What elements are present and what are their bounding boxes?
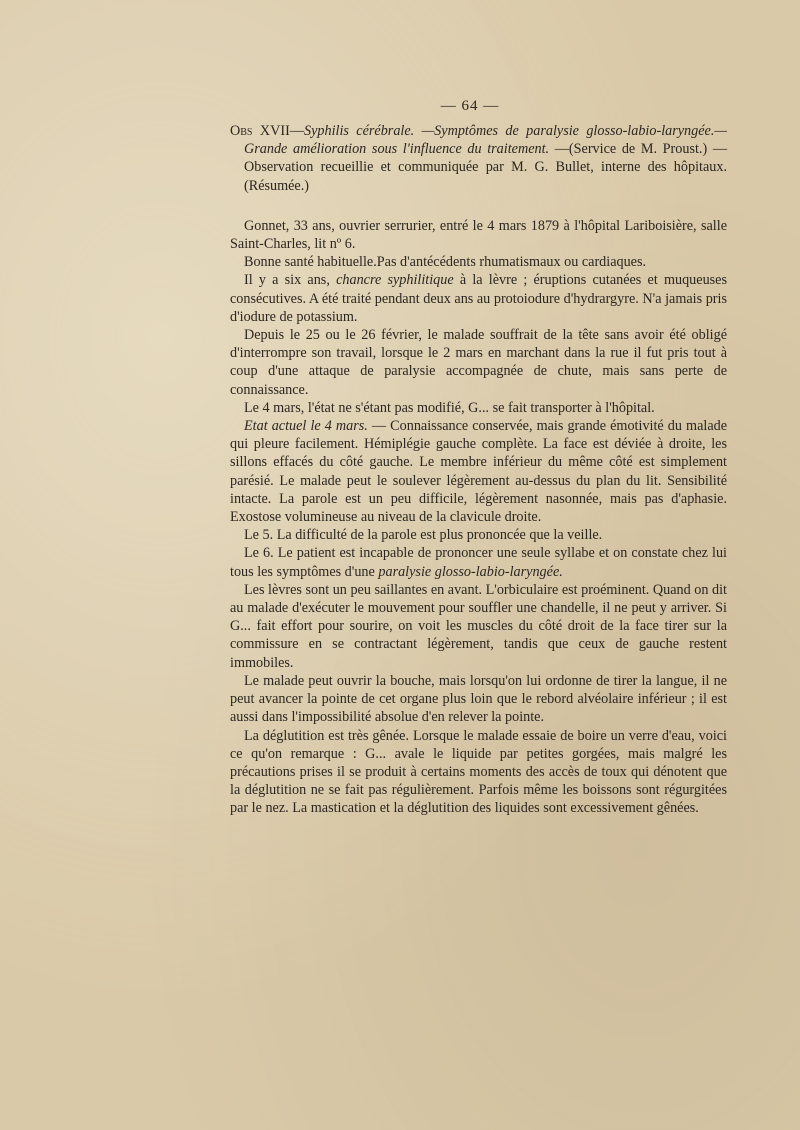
- page-number: — 64 —: [440, 98, 500, 114]
- paragraph-p2: [230, 253, 727, 271]
- observation-heading: [230, 122, 727, 195]
- italic-text: paralysie glosso-labio-laryngée.: [378, 563, 563, 580]
- paragraph-p1: [230, 217, 727, 253]
- paragraph-text: Il y a six ans,: [244, 272, 337, 289]
- paragraph-p11: [230, 727, 727, 818]
- paragraph-text: Le 5. La difficulté de la parole est plus prononcée que la veille.: [244, 527, 603, 544]
- italic-text: chancre syphilitique: [336, 272, 454, 289]
- paragraph-text: La déglutition est très gênée. Lorsque le malade essaie de boire un verre d'eau, voici ce qu'on remarque : G... avale le liquide par petites gorgées, mais malgré les précautions prises il se produit à certains moments des accès de toux qui dénotent que la déglutition ne se fait pas régulièrement. Parfois même les boissons sont régurgitées par le nez. La mastication et la déglutition des liquides sont excessivement gênées.: [230, 727, 727, 817]
- paragraph-text: Bonne santé habituelle.Pas d'antécédents rhumatismaux ou cardiaques.: [244, 254, 647, 271]
- paragraph-text: Depuis le 25 ou le 26 février, le malade souffrait de la tête sans avoir été obligé d'interrompre son travail, lorsque le 2 mars en marchant dans la rue il fut pris tout à coup d'une attaque de paralysie accompagnée de chute, mais sans perte de connaissance.: [230, 327, 727, 398]
- paragraphs: [230, 217, 727, 818]
- paragraph-text: à la lèvre ; éruptions cutanées et muqueuses consécutives. A été traité pendant deux ans au protoiodure d'hydrargyre. N'a jamais pris d'iodure de potassium.: [230, 272, 728, 325]
- heading-source: —(Service de M. Proust.) — Observation recueillie et communiquée par M. G. Bullet, interne des hôpitaux. (Résumée.): [244, 141, 728, 194]
- paragraph-p10: [230, 672, 727, 727]
- obs-number: XVII: [259, 123, 290, 139]
- paragraph-p7: [230, 526, 727, 544]
- observation-text: [230, 122, 727, 818]
- heading-dash: —: [289, 123, 304, 139]
- paragraph-p5: [230, 399, 727, 417]
- paragraph-p6: [230, 417, 727, 526]
- paragraph-text: Gonnet, 33 ans, ouvrier serrurier, entré le 4 mars 1879 à l'hôpital Lariboisière, salle Saint-Charles, lit nº 6.: [230, 217, 727, 253]
- paragraph-text: Le 6. Le patient est incapable de prononcer une seule syllabe et on constate chez lui tous les symptômes d'une: [230, 545, 727, 580]
- paragraph-p8: [230, 544, 727, 580]
- paragraph-text: Les lèvres sont un peu saillantes en avant. L'orbiculaire est proéminent. Quand on dit au malade d'exécuter le mouvement pour souffler une chandelle, il ne peut y arriver. Si G... fait effort pour sourire, on voit les muscles du côté droit de la face tirer sur la commissure en se contractant légèrement, tandis que ceux de gauche restent immobiles.: [230, 581, 727, 671]
- italic-text: Etat actuel le 4 mars.: [244, 418, 368, 435]
- paragraph-p9: [230, 581, 727, 672]
- paragraph-text: Le malade peut ouvrir la bouche, mais lorsqu'on lui ordonne de tirer la langue, il ne peut avancer la pointe de cet organe plus loin que le rebord alvéolaire inférieur ; il est aussi dans l'impossibilité absolue d'en relever la pointe.: [230, 672, 727, 726]
- paragraph-p3: [230, 271, 727, 326]
- paragraph-p4: [230, 326, 727, 399]
- paragraph-text: Le 4 mars, l'état ne s'étant pas modifié, G... se fait transporter à l'hôpital.: [244, 399, 655, 416]
- obs-label: Obs: [230, 123, 253, 139]
- paragraph-text: — Connaissance conservée, mais grande émotivité du malade qui pleure facilement. Hémiplégie gauche complète. La face est déviée à droite, les sillons effacés du côté gauche. Le membre inférieur du même côté est simplement parésié. Le malade peut le soulever légèrement au-dessus du plan du lit. Sensibilité intacte. La parole est un peu difficile, légèrement nasonnée, mais pas d'aphasie. Exostose volumineuse au niveau de la clavicule droite.: [230, 418, 728, 526]
- heading-title: Syphilis cérébrale. —Symptômes de paralysie glosso-labio-laryngée.—Grande amélioration sous l'influence du traitement.: [244, 123, 727, 158]
